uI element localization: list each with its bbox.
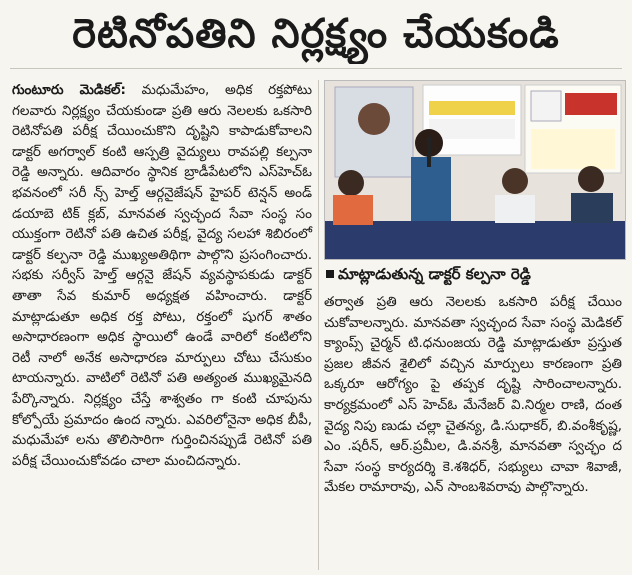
dateline: గుంటూరు మెడికల్: — [12, 82, 126, 98]
event-photo-illustration — [325, 81, 625, 259]
left-column — [12, 80, 312, 471]
event-photo — [324, 80, 626, 260]
caption-text: మాట్లాడుతున్న డాక్టర్ కల్పనా రెడ్డి — [338, 265, 531, 283]
article-body-left — [12, 80, 312, 471]
right-column — [324, 292, 622, 498]
caption-bullet-icon — [326, 270, 334, 278]
headline-divider — [10, 68, 622, 69]
article-body-right: తర్వాత ప్రతి ఆరు నెలలకు ఒకసారి పరీక్ష చేయిం చుకోవాలన్నారు. మానవతా స్వచ్ఛంద సేవా సంస్థ మెడికల్ క్యాంప్స్ చైర్మన్ టి.ధనుంజయ రెడ్డి మాట్లాడుతూ ప్రస్తుత ప్రజల జీవన శైలిలో వచ్చిన మార్పులు కారణంగా ప్రతి ఒక్కరూ ఆరోగ్యం పై తప్పక దృష్టి సారించాలన్నారు. కార్యక్రమంలో ఎస్ హెచ్ఓ మేనేజర్ వి.నిర్మల రాణి, దంత వైద్య నిపు ణుడు చల్లా చైతన్య, డి.సుధాకర్, బి.వంశీకృష్ణ, ఎం .షరీన్, ఆర్.ప్రమీల, డి.వనశ్రీ, మానవతా స్వచ్ఛం ద సేవా సంస్థ కార్యదర్శి కె.శశిధర్, సభ్యులు చావా శివాజీ, మేకల రామారావు, ఎన్ సాంబశివరావు పాల్గొన్నారు. — [324, 294, 622, 496]
article-headline: రెటినోపతిని నిర్లక్ష్యం చేయకండి — [72, 11, 560, 57]
photo-caption — [324, 262, 624, 286]
column-divider — [318, 80, 319, 570]
body-text-left: మధుమేహం, అధిక రక్తపోటు గలవారు నిర్లక్ష్యం చేయకుండా ప్రతి ఆరు నెలలకు ఒకసారి రెటినోపతి పరీక్ష చేయించుకొని దృష్టిని కాపాడుకోవాలని డాక్టర్ అగర్వాల్ కంటి ఆస్పత్రి వైద్యులు రావపల్లి కల్పనా రెడ్డి అన్నారు. ఆదివారం స్థానిక బ్రాడీపేటలోని ఎస్‌హెచ్‌ఓ భవనంలో సరీ న్స్ హెల్త్ ఆర్గనైజేషన్ హైపర్ టెన్షన్ అండ్ డయాబె టిక్ క్లబ్, మానవత స్వచ్ఛంద సేవా సంస్థ సం యుక్తంగా రెటినో పతి ఉచిత పరీక్ష, వైద్య సలహా శిబిరంలో డాక్టర్ కల్పనా రెడ్డి ముఖ్యఅతిథిగా పాల్గొని ప్రసంగించారు. సభకు సర్వీస్ హెల్త్ ఆర్గనై జేషన్ వ్యవస్థాపకుడు డాక్టర్ తాతా సేవ కుమార్ అధ్యక్షత వహించారు. డాక్టర్ మాట్లాడుతూ అధిక రక్త పోటు, రక్తంలో షుగర్ శాతం అసాధారణంగా అధిక స్థాయిలో ఉండే వారిలో కంటిలోని రెటీ నాలో అనేక అసాధారణ మార్పులు చోటు చేసుకుం టాయన్నారు. వాటిలో రెటినో పతి అత్యంత ముఖ్యమైనది పేర్కొన్నారు. నిర్లక్ష్యం చేస్తే శాశ్వతం గా కంటి చూపును కోల్పోయే ప్రమాదం ఉంద న్నారు. ఎవరిలోనైనా అధిక బీపీ, మధుమేహా లను తొలిసారిగా గుర్తించినప్పుడే రెటినో పతి పరీక్ష చేయించుకోవడం చాలా మంచిదన్నారు. — [12, 82, 313, 469]
